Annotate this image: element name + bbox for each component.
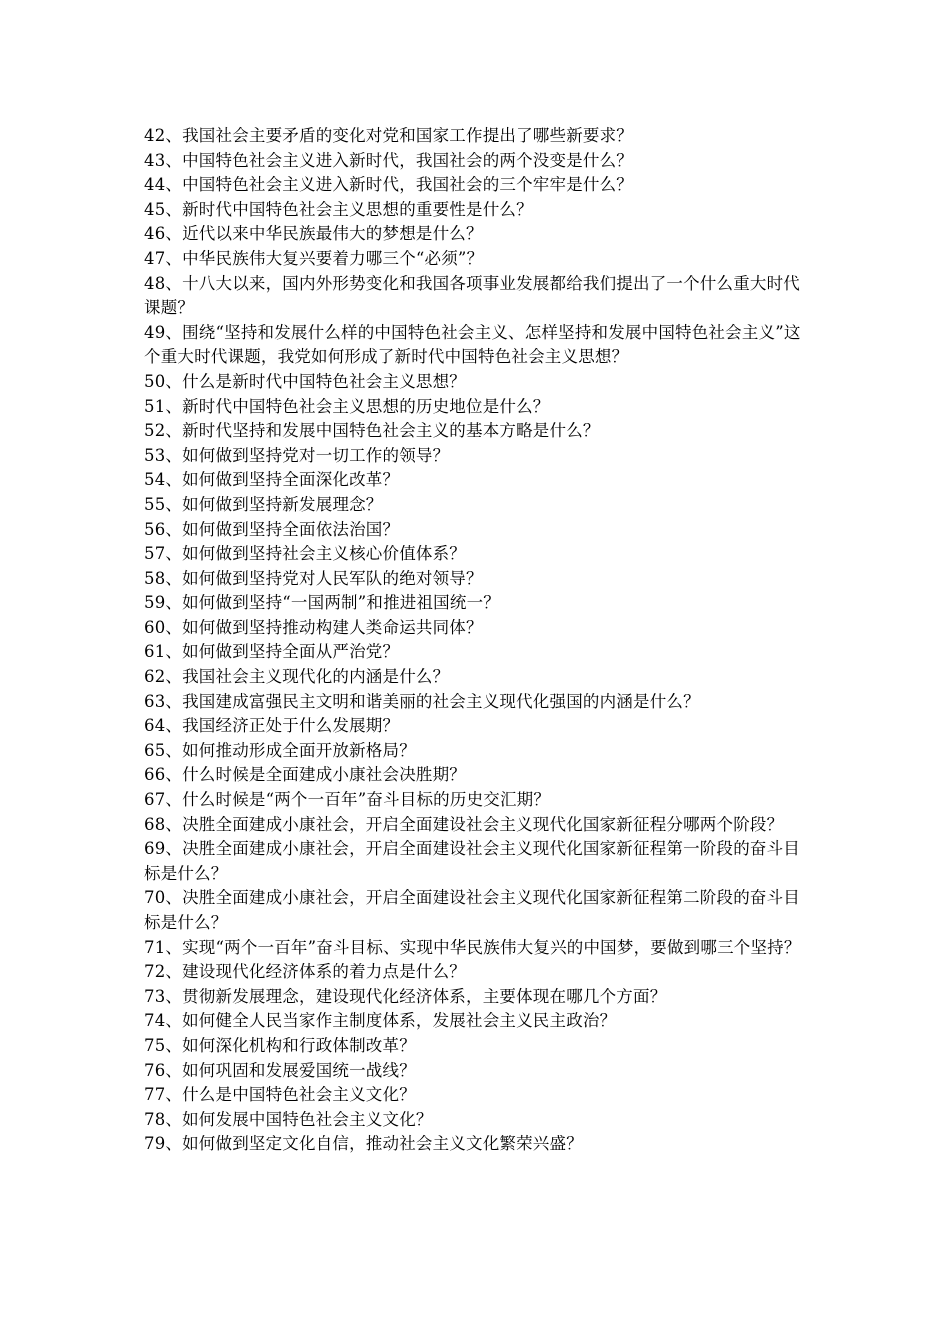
question-item: 55、如何做到坚持新发展理念？	[144, 494, 383, 514]
question-item: 54、如何做到坚持全面深化改革？	[144, 470, 400, 490]
question-item: 77、什么是中国特色社会主义文化？	[144, 1085, 416, 1105]
question-item: 71、实现“两个一百年”奋斗目标、实现中华民族伟大复兴的中国梦，要做到哪三个坚持？	[144, 937, 801, 957]
question-item: 43、中国特色社会主义进入新时代，我国社会的两个没变是什么？	[144, 150, 633, 170]
question-item: 47、中华民族伟大复兴要着力哪三个“必须”？	[144, 248, 484, 268]
question-item: 62、我国社会主义现代化的内涵是什么？	[144, 667, 450, 687]
question-item: 65、如何推动形成全面开放新格局？	[144, 740, 416, 760]
question-item: 68、决胜全面建成小康社会，开启全面建设社会主义现代化国家新征程分哪两个阶段？	[144, 814, 784, 834]
question-item: 79、如何做到坚定文化自信，推动社会主义文化繁荣兴盛？	[144, 1134, 583, 1154]
question-item: 63、我国建成富强民主文明和谐美丽的社会主义现代化强国的内涵是什么？	[144, 691, 700, 711]
question-item: 53、如何做到坚持党对一切工作的领导？	[144, 445, 450, 465]
question-item: 73、贯彻新发展理念，建设现代化经济体系，主要体现在哪几个方面？	[144, 986, 667, 1006]
question-item: 64、我国经济正处于什么发展期？	[144, 716, 400, 736]
question-item: 67、什么时候是“两个一百年”奋斗目标的历史交汇期？	[144, 790, 551, 810]
question-item: 69、决胜全面建成小康社会，开启全面建设社会主义现代化国家新征程第一阶段的奋斗目标是什么？	[144, 839, 800, 883]
question-item: 56、如何做到坚持全面依法治国？	[144, 519, 400, 539]
question-item: 70、决胜全面建成小康社会，开启全面建设社会主义现代化国家新征程第二阶段的奋斗目标是什么？	[144, 888, 800, 932]
question-item: 48、十八大以来，国内外形势变化和我国各项事业发展都给我们提出了一个什么重大时代课题？	[144, 273, 800, 318]
question-item: 61、如何做到坚持全面从严治党？	[144, 642, 400, 662]
question-item: 57、如何做到坚持社会主义核心价值体系？	[144, 544, 466, 564]
question-item: 75、如何深化机构和行政体制改革？	[144, 1035, 416, 1055]
question-item: 45、新时代中国特色社会主义思想的重要性是什么？	[144, 199, 533, 219]
question-item: 50、什么是新时代中国特色社会主义思想？	[144, 371, 466, 391]
question-item: 42、我国社会主要矛盾的变化对党和国家工作提出了哪些新要求？	[144, 126, 633, 145]
question-item: 59、如何做到坚持“一国两制”和推进祖国统一？	[144, 593, 500, 613]
question-item: 49、围绕“坚持和发展什么样的中国特色社会主义、怎样坚持和发展中国特色社会主义”这个重大时代课题，我党如何形成了新时代中国特色社会主义思想？	[144, 322, 801, 367]
question-item: 44、中国特色社会主义进入新时代，我国社会的三个牢牢是什么？	[144, 175, 633, 195]
question-item: 74、如何健全人民当家作主制度体系，发展社会主义民主政治？	[144, 1011, 617, 1031]
question-item: 60、如何做到坚持推动构建人类命运共同体？	[144, 617, 483, 637]
question-item: 52、新时代坚持和发展中国特色社会主义的基本方略是什么？	[144, 421, 600, 441]
question-item: 51、新时代中国特色社会主义思想的历史地位是什么？	[144, 396, 550, 416]
question-item: 72、建设现代化经济体系的着力点是什么？	[144, 962, 466, 982]
question-item: 58、如何做到坚持党对人民军队的绝对领导？	[144, 568, 483, 588]
question-item: 76、如何巩固和发展爱国统一战线？	[144, 1060, 416, 1080]
question-list	[144, 124, 814, 1157]
question-item: 46、近代以来中华民族最伟大的梦想是什么？	[144, 224, 483, 244]
question-item: 66、什么时候是全面建成小康社会决胜期？	[144, 765, 466, 785]
question-item: 78、如何发展中国特色社会主义文化？	[144, 1109, 433, 1129]
